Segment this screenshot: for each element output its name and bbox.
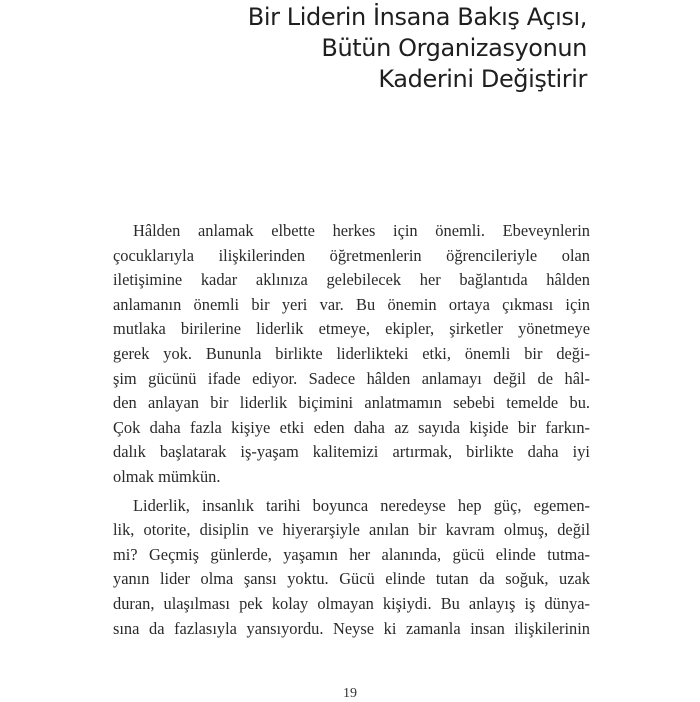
text-line: gerek yok. Bununla birlikte liderlikteki etki, önemli bir deği- xyxy=(113,343,590,363)
text-line: duran, ulaşılması pek kolay olmayan kişiydi. Bu anlayış iş dünya- xyxy=(113,593,590,613)
paragraph xyxy=(113,219,590,490)
text-line: den anlayan bir liderlik biçimini anlatmamın sebebi temelde bu. xyxy=(113,393,590,413)
text-line: iletişimine kadar aklınıza gelebilecek her bağlantıda hâlden xyxy=(113,270,590,290)
paragraph xyxy=(113,494,590,642)
text-line: çocuklarıyla ilişkilerinden öğretmenlerin öğrencileriyle olan xyxy=(113,245,590,265)
text-line: Hâlden anlamak elbette herkes için önemli. Ebeveynlerin xyxy=(133,221,590,240)
chapter-title-line: Bütün Organizasyonun xyxy=(321,34,587,62)
body-text xyxy=(113,219,590,641)
chapter-title xyxy=(248,2,587,95)
text-line: dalık başlatarak iş-yaşam kalitemizi artırmak, birlikte daha iyi xyxy=(113,442,590,462)
chapter-title-line: Kaderini Değiştirir xyxy=(378,65,587,93)
text-line: olmak mümkün. xyxy=(113,466,221,486)
text-line: anlamanın önemli bir yeri var. Bu önemin ortaya çıkması için xyxy=(113,294,590,314)
text-line: yanın lider olma şansı yoktu. Gücü elinde tutan da soğuk, uzak xyxy=(113,569,590,589)
text-line: mutlaka birilerine liderlik etmeye, ekipler, şirketler yönetmeye xyxy=(113,319,590,339)
text-line: lik, otorite, disiplin ve hiyerarşiyle anılan bir kavram olmuş, değil xyxy=(113,520,590,540)
text-line: mi? Geçmiş günlerde, yaşamın her alanında, gücü elinde tutma- xyxy=(113,544,590,564)
text-line: Çok daha fazla kişiye etki eden daha az sayıda kişide bir farkın- xyxy=(113,417,590,437)
page-number: 19 xyxy=(343,686,357,701)
chapter-title-line: Bir Liderin İnsana Bakış Açısı, xyxy=(247,3,587,31)
text-line: Liderlik, insanlık tarihi boyunca neredeyse hep güç, egemen- xyxy=(133,495,590,515)
text-line: şim gücünü ifade ediyor. Sadece hâlden anlamayı değil de hâl- xyxy=(113,368,590,388)
text-line: sına da fazlasıyla yansıyordu. Neyse ki zamanla insan ilişkilerinin xyxy=(113,618,590,638)
